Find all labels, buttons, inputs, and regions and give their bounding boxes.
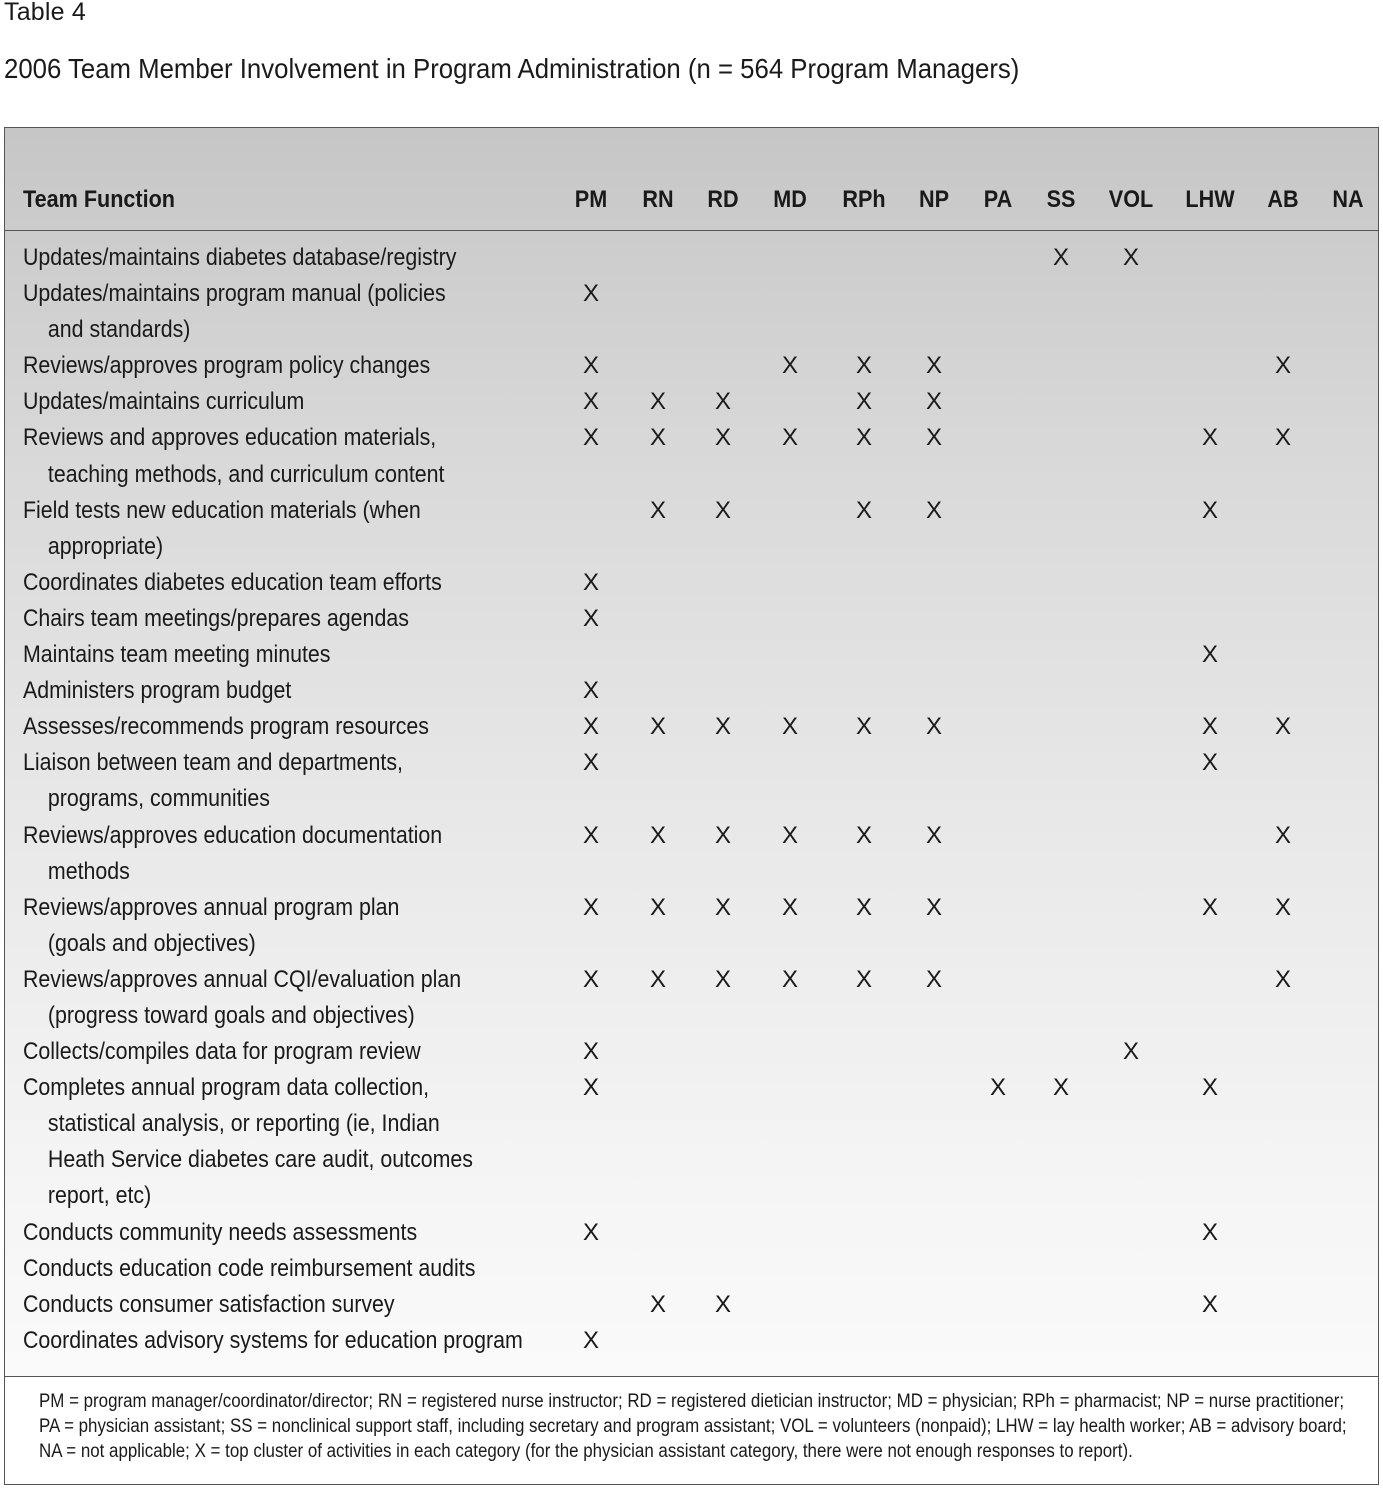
mark-rn: X bbox=[649, 388, 667, 416]
team-function-text: methods bbox=[47, 857, 130, 885]
table-body bbox=[5, 240, 1378, 1359]
mark-ss: X bbox=[1052, 244, 1070, 271]
mark-np: X bbox=[925, 496, 943, 524]
team-function-text: Conducts consumer satisfaction survey bbox=[23, 1290, 395, 1318]
mark-pm: X bbox=[582, 821, 600, 849]
table-row bbox=[5, 637, 1378, 673]
table-row bbox=[5, 890, 1378, 962]
mark-rn: X bbox=[649, 1290, 667, 1318]
header-team-function: Team Function bbox=[23, 186, 176, 213]
mark-pm: X bbox=[582, 1074, 600, 1102]
team-function-text: Reviews/approves annual CQI/evaluation plan bbox=[23, 965, 462, 993]
table-row bbox=[5, 565, 1378, 601]
mark-np: X bbox=[925, 893, 943, 921]
table-row bbox=[5, 1034, 1378, 1070]
mark-md: X bbox=[781, 893, 799, 921]
team-function-cell bbox=[23, 601, 583, 637]
team-function-text: (goals and objectives) bbox=[47, 929, 256, 957]
team-function-text: Maintains team meeting minutes bbox=[23, 641, 331, 669]
footnote-line: PA = physician assistant; SS = nonclinical support staff, including secretary and program assistant; VOL = volunteers (nonpaid); LHW = lay health worker; AB = advisory board; bbox=[39, 1416, 1347, 1437]
team-function-cell bbox=[23, 1215, 583, 1251]
mark-pm: X bbox=[582, 1218, 600, 1246]
mark-rn: X bbox=[649, 893, 667, 921]
header-col-md: MD bbox=[773, 186, 807, 213]
mark-pm: X bbox=[582, 280, 600, 308]
team-function-cell bbox=[23, 1287, 583, 1323]
header-col-rd: RD bbox=[707, 186, 739, 213]
header-col-ab: AB bbox=[1267, 186, 1299, 213]
team-function-cell bbox=[23, 962, 583, 1034]
header-col-np: NP bbox=[918, 186, 950, 213]
mark-rph: X bbox=[855, 352, 873, 380]
mark-rn: X bbox=[649, 713, 667, 741]
table-row bbox=[5, 493, 1378, 565]
header-col-pm: PM bbox=[574, 186, 608, 213]
mark-pm: X bbox=[582, 424, 600, 452]
team-function-text: Collects/compiles data for program review bbox=[23, 1038, 421, 1066]
team-function-cell bbox=[23, 276, 583, 348]
team-function-cell bbox=[23, 637, 583, 673]
team-function-text: Updates/maintains diabetes database/registry bbox=[23, 244, 457, 271]
mark-rph: X bbox=[855, 965, 873, 993]
team-function-text: and standards) bbox=[47, 316, 191, 344]
team-function-text: Field tests new education materials (when bbox=[23, 496, 421, 524]
team-function-cell bbox=[23, 709, 583, 745]
mark-pm: X bbox=[582, 893, 600, 921]
table-row bbox=[5, 1287, 1378, 1323]
mark-md: X bbox=[781, 965, 799, 993]
mark-lhw: X bbox=[1201, 641, 1219, 669]
mark-np: X bbox=[925, 965, 943, 993]
header-col-pa: PA bbox=[983, 186, 1013, 213]
team-function-cell bbox=[23, 1034, 583, 1070]
team-function-text: Conducts education code reimbursement audits bbox=[23, 1254, 476, 1282]
header-col-vol: VOL bbox=[1108, 186, 1154, 213]
mark-md: X bbox=[781, 713, 799, 741]
table-row bbox=[5, 962, 1378, 1034]
mark-rph: X bbox=[855, 713, 873, 741]
mark-rph: X bbox=[855, 388, 873, 416]
mark-rn: X bbox=[649, 424, 667, 452]
team-function-cell bbox=[23, 1323, 583, 1359]
team-function-text: Chairs team meetings/prepares agendas bbox=[23, 604, 409, 632]
team-function-text: (progress toward goals and objectives) bbox=[47, 1001, 415, 1029]
table-label: Table 4 bbox=[4, 0, 87, 26]
footnote-line: NA = not applicable; X = top cluster of activities in each category (for the physician assistant category, there were not enough responses to report). bbox=[39, 1441, 1133, 1462]
team-function-cell bbox=[23, 240, 583, 276]
team-function-text: statistical analysis, or reporting (ie, Indian bbox=[47, 1110, 440, 1138]
team-function-text: Coordinates advisory systems for education program bbox=[23, 1326, 523, 1354]
mark-lhw: X bbox=[1201, 713, 1219, 741]
team-function-text: Administers program budget bbox=[23, 677, 292, 705]
team-function-text: Updates/maintains curriculum bbox=[23, 388, 305, 416]
mark-ab: X bbox=[1274, 352, 1292, 380]
mark-ss: X bbox=[1052, 1074, 1070, 1102]
table-row bbox=[5, 709, 1378, 745]
team-function-cell bbox=[23, 384, 583, 420]
table-row bbox=[5, 673, 1378, 709]
mark-ab: X bbox=[1274, 424, 1292, 452]
mark-vol: X bbox=[1122, 244, 1140, 271]
team-function-text: teaching methods, and curriculum content bbox=[47, 460, 445, 488]
mark-rd: X bbox=[714, 893, 732, 921]
mark-lhw: X bbox=[1201, 496, 1219, 524]
mark-pa: X bbox=[989, 1074, 1007, 1102]
team-function-text: Heath Service diabetes care audit, outcomes bbox=[47, 1146, 473, 1174]
mark-ab: X bbox=[1274, 965, 1292, 993]
mark-pm: X bbox=[582, 568, 600, 596]
table-row bbox=[5, 276, 1378, 348]
table-row bbox=[5, 1070, 1378, 1214]
team-function-text: Coordinates diabetes education team efforts bbox=[23, 568, 442, 596]
team-function-text: programs, communities bbox=[47, 785, 270, 813]
mark-rph: X bbox=[855, 496, 873, 524]
mark-rd: X bbox=[714, 821, 732, 849]
mark-rd: X bbox=[714, 496, 732, 524]
team-function-cell bbox=[23, 348, 583, 384]
header-col-rn: RN bbox=[642, 186, 674, 213]
table-row bbox=[5, 1215, 1378, 1251]
team-function-text: Conducts community needs assessments bbox=[23, 1218, 418, 1246]
mark-np: X bbox=[925, 713, 943, 741]
mark-rph: X bbox=[855, 893, 873, 921]
mark-pm: X bbox=[582, 1326, 600, 1354]
mark-lhw: X bbox=[1201, 424, 1219, 452]
mark-pm: X bbox=[582, 352, 600, 380]
mark-rd: X bbox=[714, 388, 732, 416]
mark-vol: X bbox=[1122, 1038, 1140, 1066]
mark-lhw: X bbox=[1201, 1074, 1219, 1102]
table-row bbox=[5, 240, 1378, 276]
mark-ab: X bbox=[1274, 893, 1292, 921]
team-function-text: Reviews/approves program policy changes bbox=[23, 352, 431, 380]
mark-pm: X bbox=[582, 1038, 600, 1066]
team-function-text: Completes annual program data collection, bbox=[23, 1074, 430, 1102]
table-row bbox=[5, 818, 1378, 890]
table-row bbox=[5, 384, 1378, 420]
mark-rph: X bbox=[855, 424, 873, 452]
team-function-text: Reviews/approves annual program plan bbox=[23, 893, 400, 921]
team-function-text: Reviews and approves education materials, bbox=[23, 424, 437, 452]
mark-pm: X bbox=[582, 388, 600, 416]
team-function-cell bbox=[23, 673, 583, 709]
header-col-na: NA bbox=[1332, 186, 1364, 213]
table-row bbox=[5, 348, 1378, 384]
mark-np: X bbox=[925, 821, 943, 849]
mark-rd: X bbox=[714, 713, 732, 741]
mark-rph: X bbox=[855, 821, 873, 849]
mark-np: X bbox=[925, 352, 943, 380]
table-row bbox=[5, 601, 1378, 637]
table-row bbox=[5, 745, 1378, 817]
mark-pm: X bbox=[582, 677, 600, 705]
table-body-shading bbox=[5, 128, 1378, 1376]
mark-np: X bbox=[925, 424, 943, 452]
team-function-cell bbox=[23, 890, 583, 962]
mark-md: X bbox=[781, 424, 799, 452]
header-col-ss: SS bbox=[1046, 186, 1076, 213]
header-col-lhw: LHW bbox=[1185, 186, 1235, 213]
mark-lhw: X bbox=[1201, 1218, 1219, 1246]
team-function-cell bbox=[23, 565, 583, 601]
mark-ab: X bbox=[1274, 821, 1292, 849]
mark-pm: X bbox=[582, 604, 600, 632]
team-function-text: Updates/maintains program manual (policies bbox=[23, 280, 446, 308]
team-function-cell bbox=[23, 493, 583, 565]
mark-lhw: X bbox=[1201, 893, 1219, 921]
mark-pm: X bbox=[582, 965, 600, 993]
mark-md: X bbox=[781, 352, 799, 380]
team-function-text: report, etc) bbox=[47, 1182, 152, 1210]
mark-ab: X bbox=[1274, 713, 1292, 741]
mark-rn: X bbox=[649, 496, 667, 524]
table-row bbox=[5, 420, 1378, 492]
table-row bbox=[5, 1323, 1378, 1359]
team-function-cell bbox=[23, 420, 583, 492]
table-header-row bbox=[5, 128, 1378, 231]
table-frame bbox=[4, 127, 1379, 1485]
table-row bbox=[5, 1251, 1378, 1287]
mark-md: X bbox=[781, 821, 799, 849]
mark-rd: X bbox=[714, 965, 732, 993]
footnote-line: PM = program manager/coordinator/director; RN = registered nurse instructor; RD = registered dietician instructor; MD = physician; RPh = pharmacist; NP = nurse practitioner; bbox=[39, 1391, 1345, 1412]
mark-pm: X bbox=[582, 713, 600, 741]
team-function-text: appropriate) bbox=[47, 532, 164, 560]
team-function-text: Assesses/recommends program resources bbox=[23, 713, 429, 741]
table-title: 2006 Team Member Involvement in Program Administration (n = 564 Program Managers) bbox=[4, 53, 1020, 84]
mark-rd: X bbox=[714, 1290, 732, 1318]
team-function-cell bbox=[23, 818, 583, 890]
mark-rn: X bbox=[649, 965, 667, 993]
team-function-cell bbox=[23, 1070, 583, 1214]
team-function-text: Liaison between team and departments, bbox=[23, 749, 403, 777]
mark-lhw: X bbox=[1201, 749, 1219, 777]
mark-lhw: X bbox=[1201, 1290, 1219, 1318]
team-function-cell bbox=[23, 1251, 583, 1287]
mark-rd: X bbox=[714, 424, 732, 452]
table-footnote bbox=[5, 1376, 1378, 1484]
mark-rn: X bbox=[649, 821, 667, 849]
mark-pm: X bbox=[582, 749, 600, 777]
team-function-text: Reviews/approves education documentation bbox=[23, 821, 443, 849]
header-col-rph: RPh bbox=[842, 186, 886, 213]
team-function-cell bbox=[23, 745, 583, 817]
mark-np: X bbox=[925, 388, 943, 416]
